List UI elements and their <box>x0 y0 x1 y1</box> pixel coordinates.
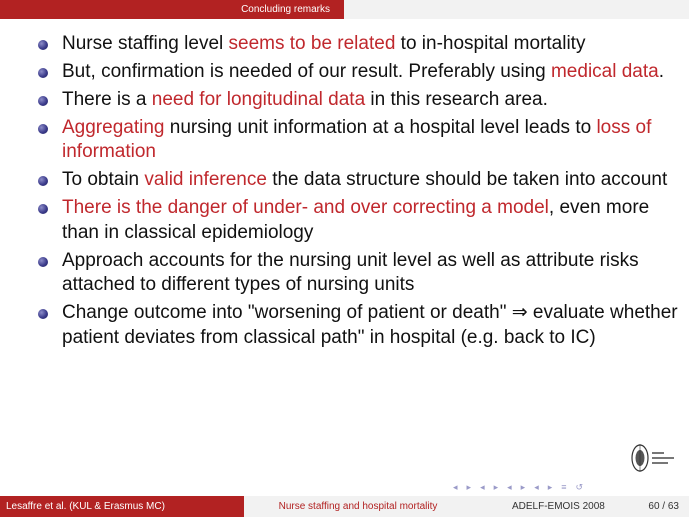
highlighted-text: need for longitudinal data <box>151 88 366 110</box>
bullet-text: To obtain <box>62 169 145 191</box>
bullet-item <box>38 196 678 245</box>
bullet-text: in this research area. <box>365 88 548 110</box>
nav-prev-slide-icon[interactable]: ◂ <box>480 481 485 492</box>
bullet-text: , even more than in classical epidemiology <box>62 197 650 243</box>
bullet-item <box>38 60 678 85</box>
bullet-item <box>38 301 678 350</box>
footer-info <box>472 496 689 517</box>
beamer-nav-bar <box>453 480 583 494</box>
bullet-text: . <box>658 60 664 82</box>
bullet-item <box>38 32 678 57</box>
footer-event: ADELF-EMOIS 2008 <box>512 501 605 512</box>
footer-title: Nurse staffing and hospital mortality <box>244 496 472 517</box>
page-number: 60 / 63 <box>648 501 679 512</box>
highlighted-text: valid inference <box>144 169 267 191</box>
highlighted-text: medical data <box>550 60 659 82</box>
bullet-icon <box>38 309 48 319</box>
bullet-text: nursing unit information at a hospital level leads to <box>164 116 597 138</box>
highlighted-text: Aggregating <box>62 116 165 138</box>
bullet-item <box>38 168 678 193</box>
bullet-icon <box>38 40 48 50</box>
bullet-text: to in-hospital mortality <box>395 33 586 54</box>
bullet-text: the data structure should be taken into account <box>266 169 668 191</box>
nav-next-section-icon[interactable]: ▸ <box>520 481 526 492</box>
slide-title: Concluding remarks <box>241 4 330 15</box>
footer-authors: Lesaffre et al. (KUL & Erasmus MC) <box>0 496 244 517</box>
university-seal-icon <box>626 438 686 476</box>
bullet-icon <box>38 257 48 267</box>
nav-prev-section-icon[interactable]: ◂ <box>507 481 512 492</box>
highlighted-text: There is the danger of under- and over correcting a model <box>62 197 549 219</box>
nav-next-slide-icon[interactable]: ▸ <box>493 481 499 492</box>
nav-toc-icon[interactable]: ≡ <box>561 482 567 492</box>
bullet-text: Approach accounts for the nursing unit level as well as attribute risks attached to different types of nursing units <box>62 249 639 296</box>
footer <box>0 496 689 517</box>
bullet-icon <box>38 204 48 214</box>
bullet-icon <box>38 96 48 106</box>
bullet-text: But, confirmation is needed of our result. Preferably using <box>62 60 551 82</box>
bullet-item <box>38 88 678 113</box>
nav-next-subsection-icon[interactable]: ▸ <box>547 481 553 492</box>
nav-prev-subsection-icon[interactable]: ◂ <box>534 481 539 492</box>
bullet-text: Change outcome into "worsening of patient or death" ⇒ evaluate whether patient deviates from classical path" in hospital (e.g. back to IC) <box>62 302 678 348</box>
bullet-text: Nurse staffing level <box>62 33 229 54</box>
nav-prev-frame-icon[interactable]: ◂ <box>453 481 458 492</box>
bullet-list <box>38 32 678 354</box>
slide-title-bar <box>0 0 344 19</box>
bullet-item <box>38 249 678 298</box>
nav-search-icon[interactable]: ↺ <box>575 481 584 492</box>
bullet-icon <box>38 176 48 186</box>
highlighted-text: loss of information <box>62 116 652 163</box>
nav-next-frame-icon[interactable]: ▸ <box>466 481 472 492</box>
bullet-text: There is a <box>62 88 152 110</box>
highlighted-text: seems to be related <box>228 33 396 54</box>
bullet-icon <box>38 124 48 134</box>
header-bar <box>0 0 689 19</box>
bullet-icon <box>38 68 48 78</box>
bullet-item <box>38 116 678 165</box>
